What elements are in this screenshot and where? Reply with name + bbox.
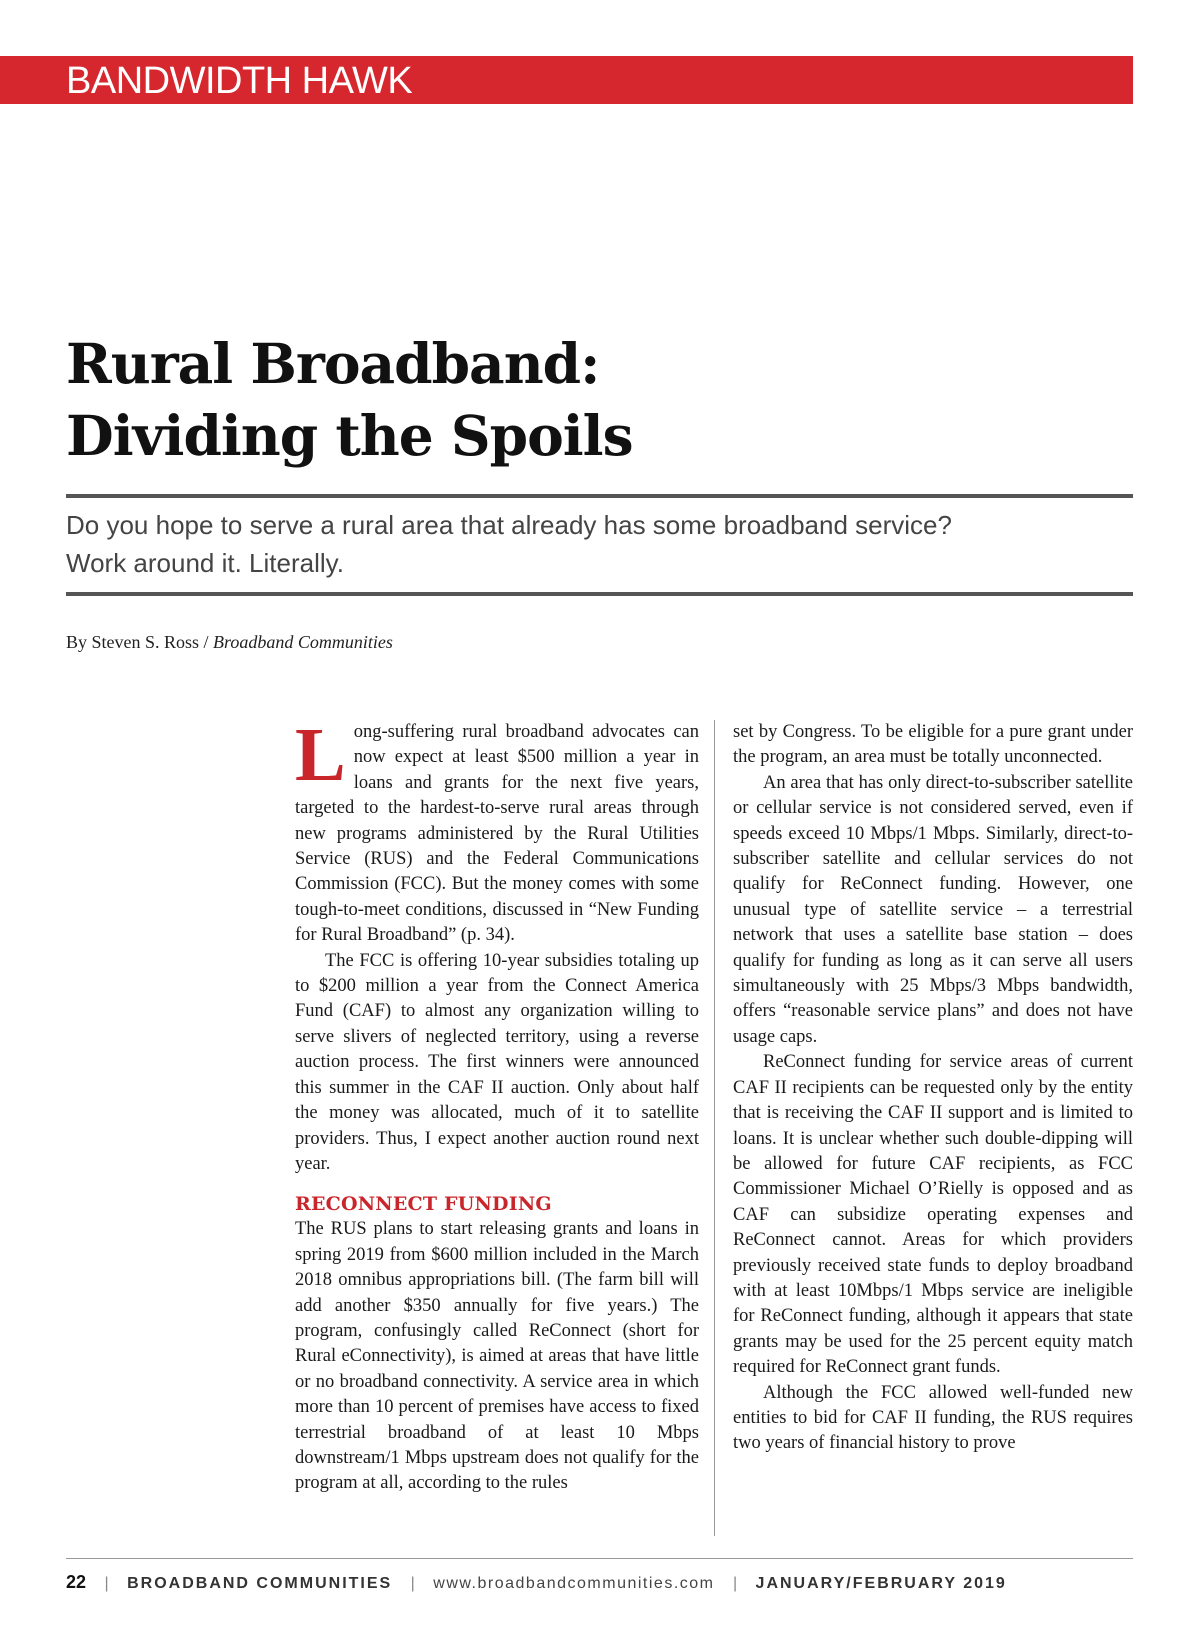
article-dek [66,506,1126,582]
issue-date: JANUARY/FEBRUARY 2019 [755,1575,1007,1592]
headline-line-1: Rural Broadband: [66,331,600,396]
paragraph [295,713,699,949]
drop-cap: L [295,713,346,797]
section-subhead: RECONNECT FUNDING [295,1193,552,1216]
dek-top-rule [66,494,1133,498]
footer-rule [66,1558,1133,1559]
paragraph: An area that has only direct-to-subscriber satellite or cellular service is not considered served, even if speeds exceed 10 Mbps/1 Mbps. Similarly, direct-to-subscriber satellite and cellular services do not qualify for ReConnect funding. However, one unusual type of satellite service – a terrestrial network that uses a satellite base station – does qualify for funding as long as it can serve all users simultaneously with 25 Mbps/3 Mbps bandwidth, offers “reasonable service plans” and does not have usage caps. [733,772,1133,1047]
paragraph: Although the FCC allowed well-funded new entities to bid for CAF II funding, the RUS requires two years of financial history to prove [733,1382,1133,1454]
paragraph-text: ong-suffering rural broadband advocates can now expect at least $500 million a year in loans and grants for the next five years, targeted to the hardest-to-serve rural areas through new programs administered by the Rural Utilities Service (RUS) and the Federal Communications Commission (FCC). But the money comes with some tough-to-meet conditions, discussed in “New Funding for Rural Broadband” (p. 34). [295,722,699,946]
byline-publication: Broadband Communities [213,632,393,652]
footer-separator: | [104,1575,109,1592]
paragraph: The FCC is offering 10-year subsidies totaling up to $200 million a year from the Connect America Fund (CAF) to almost any organization willing to serve slivers of neglected territory, using a reverse auction process. The first winners were announced this summer in the CAF II auction. Only about half the money was allocated, much of it to satellite providers. Thus, I expect another auction round next year. [295,950,699,1174]
page-number: 22 [66,1572,87,1592]
dek-bottom-rule [66,592,1133,596]
dek-line-1: Do you hope to serve a rural area that already has some broadband service? [66,510,952,540]
section-banner [0,56,1133,104]
body-column-right [733,720,1133,1457]
byline-author: By Steven S. Ross / [66,632,214,652]
column-divider [714,720,715,1536]
byline [66,632,393,653]
magazine-name: BROADBAND COMMUNITIES [127,1575,393,1592]
paragraph: The RUS plans to start releasing grants and loans in spring 2019 from $600 million included in the March 2018 omnibus appropriations bill. (The farm bill will add another $350 annually for five years.) The program, confusingly called ReConnect (short for Rural eConnectivity), is aimed at areas that have little or no broadband connectivity. A service area in which more than 10 percent of premises have access to fixed terrestrial broadband of at least 10 Mbps downstream/1 Mbps upstream does not qualify for the program at all, according to the rules [295,1219,699,1494]
footer-separator: | [410,1575,415,1592]
page-footer [66,1572,1133,1593]
magazine-url[interactable]: www.broadbandcommunities.com [433,1575,715,1592]
section-label: BANDWIDTH HAWK [66,60,413,102]
paragraph: set by Congress. To be eligible for a pure grant under the program, an area must be totally unconnected. [733,722,1133,768]
paragraph: ReConnect funding for service areas of current CAF II recipients can be requested only by the entity that is receiving the CAF II support and is limited to loans. It is unclear whether such double-dipping will be allowed for future CAF recipients, as FCC Commissioner Michael O’Rielly is opposed and as CAF can subsidize operating expenses and ReConnect cannot. Areas for which providers previously received state funds to deploy broadband with at least 10Mbps/1 Mbps service are ineligible for ReConnect funding, although it appears that state grants may be used for the 25 percent equity match required for ReConnect grant funds. [733,1052,1133,1378]
footer-separator: | [732,1575,738,1592]
headline-line-2: Dividing the Spoils [66,403,633,468]
body-column-left [295,713,699,1497]
article-headline [66,328,1066,472]
dek-line-2: Work around it. Literally. [66,548,344,578]
